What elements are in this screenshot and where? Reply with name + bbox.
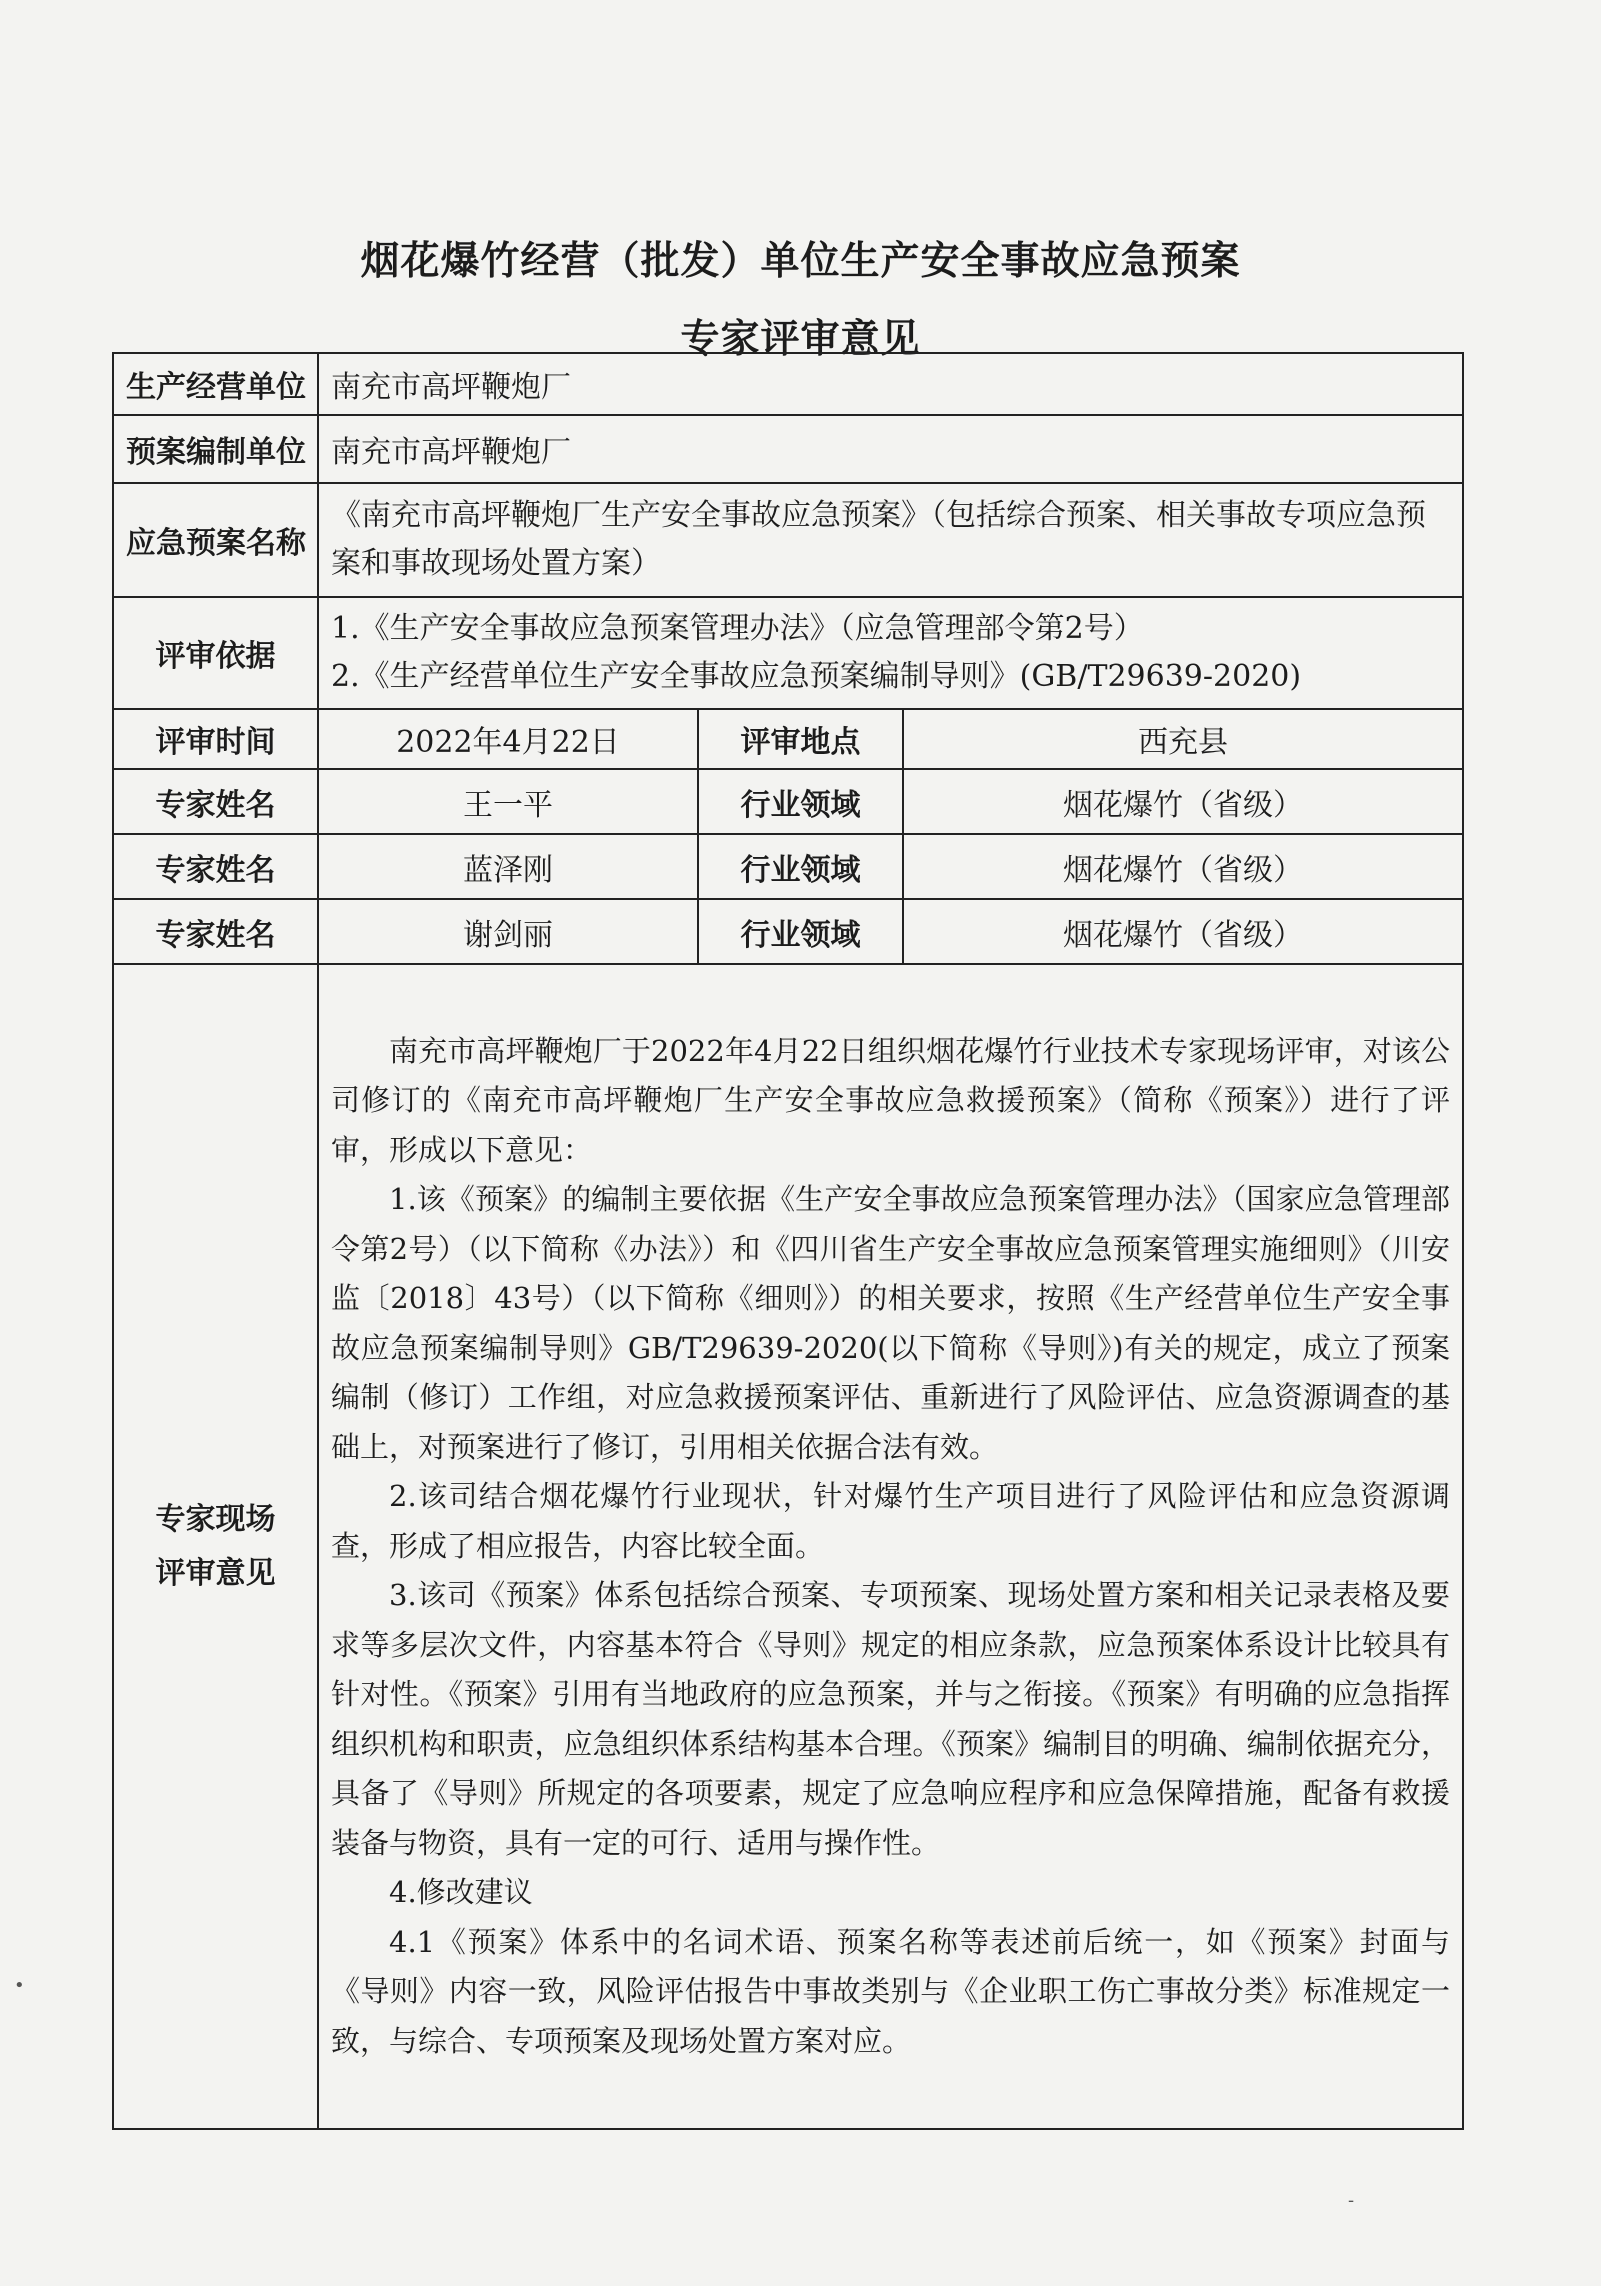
expert-name: 蓝泽刚 <box>318 834 698 899</box>
compiler-row <box>113 415 1463 483</box>
unit-label: 生产经营单位 <box>113 353 318 415</box>
unit-value: 南充市高坪鞭炮厂 <box>318 353 1463 415</box>
compiler-value: 南充市高坪鞭炮厂 <box>318 415 1463 483</box>
document-subtitle: 专家评审意见 <box>680 317 921 362</box>
opinion-paragraph: 南充市高坪鞭炮厂于2022年4月22日组织烟花爆竹行业技术专家现场评审，对该公司修订的《南充市高坪鞭炮厂生产安全事故应急救援预案》（简称《预案》）进行了评审，形成以下意见： <box>331 1033 1451 1167</box>
expert-name: 王一平 <box>318 769 698 834</box>
place-label: 评审地点 <box>698 709 903 769</box>
basis-list <box>318 597 1463 709</box>
opinion-paragraph: 1.该《预案》的编制主要依据《生产安全事故应急预案管理办法》（国家应急管理部令第2号）（以下简称《办法》）和《四川省生产安全事故应急预案管理实施细则》（川安监〔2018〕43号）（以下简称《细则》）的相关要求，按照《生产经营单位生产安全事故应急预案编制导则》GB/T29639-2020(以下简称《导则》)有关的规定，成立了预案编制（修订）工作组，对应急救援预案评估、重新进行了风险评估、应急资源调查的基础上，对预案进行了修订，引用相关依据合法有效。 <box>331 1182 1451 1464</box>
expert-field: 烟花爆竹（省级） <box>903 899 1463 964</box>
expert-name: 谢剑丽 <box>318 899 698 964</box>
plan-name-label: 应急预案名称 <box>113 483 318 597</box>
scan-speck: • <box>14 1975 25 1996</box>
opinion-row <box>113 964 1463 2129</box>
expert-row <box>113 834 1463 899</box>
compiler-label: 预案编制单位 <box>113 415 318 483</box>
opinion-label-line: 专家现场 <box>155 1501 276 1537</box>
opinion-content <box>318 964 1463 2129</box>
opinion-paragraph: 4.1《预案》体系中的名词术语、预案名称等表述前后统一，如《预案》封面与《导则》内容一致，风险评估报告中事故类别与《企业职工伤亡事故分类》标准规定一致，与综合、专项预案及现场处置方案对应。 <box>331 1924 1451 2058</box>
unit-row <box>113 353 1463 415</box>
opinion-label <box>113 964 318 2129</box>
basis-item: 1.《生产安全事故应急预案管理办法》（应急管理部令第2号） <box>331 611 1144 646</box>
plan-name-value: 《南充市高坪鞭炮厂生产安全事故应急预案》（包括综合预案、相关事故专项应急预案和事故现场处置方案） <box>318 483 1463 597</box>
expert-row <box>113 769 1463 834</box>
expert-row <box>113 899 1463 964</box>
opinion-paragraph: 4.修改建议 <box>389 1875 533 1910</box>
expert-field: 烟花爆竹（省级） <box>903 769 1463 834</box>
review-form-table <box>112 352 1464 2130</box>
place-value: 西充县 <box>903 709 1463 769</box>
time-place-row <box>113 709 1463 769</box>
time-value: 2022年4月22日 <box>318 709 698 769</box>
expert-field: 烟花爆竹（省级） <box>903 834 1463 899</box>
basis-row <box>113 597 1463 709</box>
basis-label: 评审依据 <box>113 597 318 709</box>
basis-item: 2.《生产经营单位生产安全事故应急预案编制导则》(GB/T29639-2020) <box>331 659 1302 694</box>
time-label: 评审时间 <box>113 709 318 769</box>
expert-field-label: 行业领域 <box>698 834 903 899</box>
document-title: 烟花爆竹经营（批发）单位生产安全事故应急预案 <box>360 239 1241 284</box>
opinion-paragraph: 3.该司《预案》体系包括综合预案、专项预案、现场处置方案和相关记录表格及要求等多层次文件，内容基本符合《导则》规定的相应条款，应急预案体系设计比较具有针对性。《预案》引用有当地政府的应急预案，并与之衔接。《预案》有明确的应急指挥组织机构和职责，应急组织体系结构基本合理。《预案》编制目的明确、编制依据充分，具备了《导则》所规定的各项要素，规定了应急响应程序和应急保障措施，配备有救援装备与物资，具有一定的可行、适用与操作性。 <box>331 1578 1451 1860</box>
plan-name-row <box>113 483 1463 597</box>
scan-speck: - <box>1348 2190 1355 2211</box>
expert-name-label: 专家姓名 <box>113 834 318 899</box>
opinion-label-line: 评审意见 <box>155 1555 276 1591</box>
expert-field-label: 行业领域 <box>698 769 903 834</box>
opinion-paragraph: 2.该司结合烟花爆竹行业现状，针对爆竹生产项目进行了风险评估和应急资源调查，形成了相应报告，内容比较全面。 <box>331 1479 1451 1563</box>
expert-name-label: 专家姓名 <box>113 899 318 964</box>
expert-field-label: 行业领域 <box>698 899 903 964</box>
expert-name-label: 专家姓名 <box>113 769 318 834</box>
